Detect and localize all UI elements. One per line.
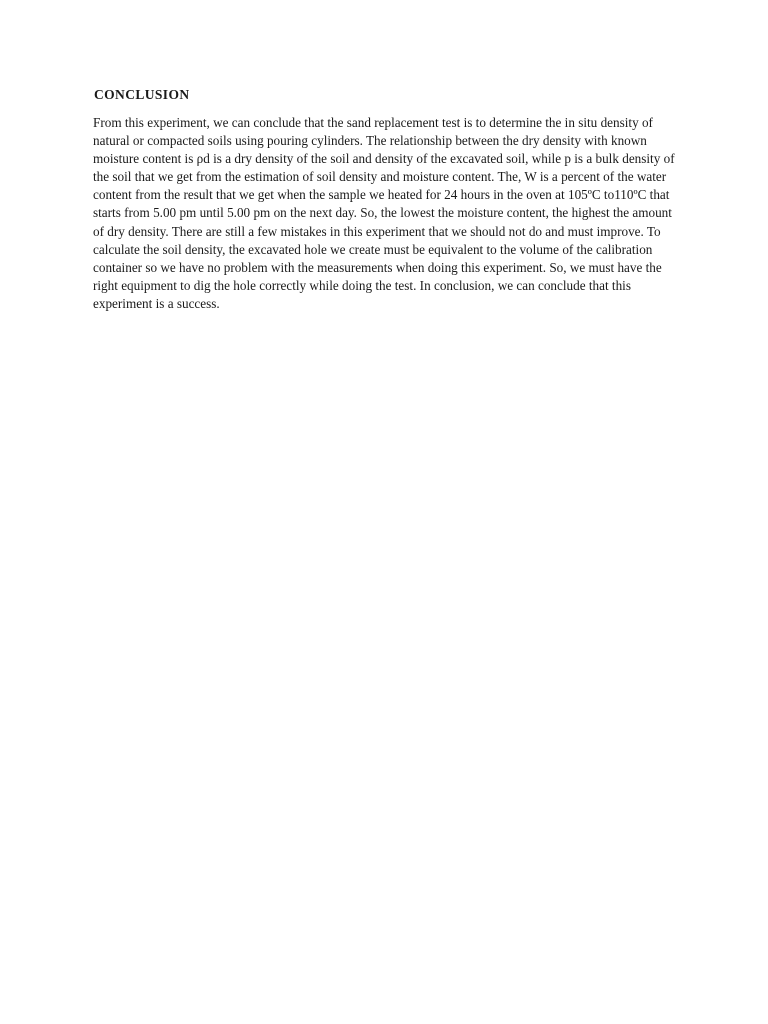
conclusion-paragraph: From this experiment, we can conclude that the sand replacement test is to determine the in situ density of natural or compacted soils using pouring cylinders. The relationship between the dry density with known moisture content is ρd is a dry density of the soil and density of the excavated soil, while p is a bulk density of the soil that we get from the estimation of soil density and moisture content. The, W is a percent of the water content from the result that we get when the sample we heated for 24 hours in the oven at 105ºC to110ºC that starts from 5.00 pm until 5.00 pm on the next day. So, the lowest the moisture content, the highest the amount of dry density. There are still a few mistakes in this experiment that we should not do and must improve. To calculate the soil density, the excavated hole we create must be equivalent to the volume of the calibration container so we have no problem with the measurements when doing this experiment. So, we must have the right equipment to dig the hole correctly while doing the test. In conclusion, we can conclude that this experiment is a success.: [93, 115, 675, 311]
section-heading: CONCLUSION: [94, 87, 190, 102]
